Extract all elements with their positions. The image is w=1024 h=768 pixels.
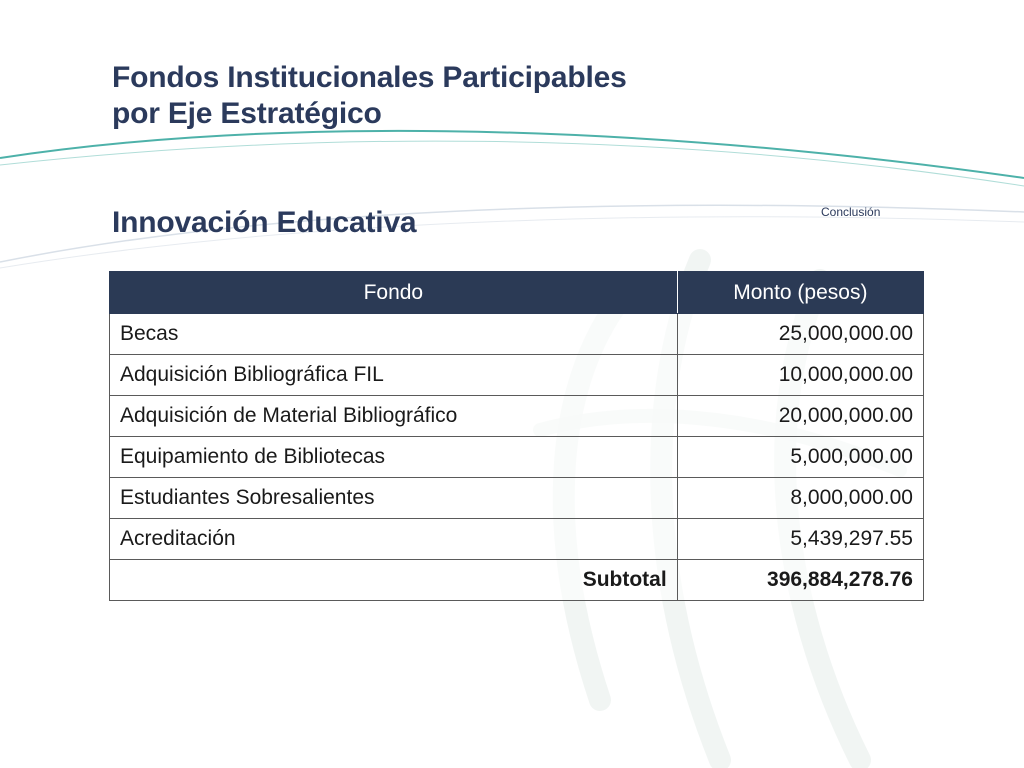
monto-cell: 5,000,000.00	[677, 437, 923, 478]
monto-cell: 20,000,000.00	[677, 396, 923, 437]
table-row	[110, 478, 924, 519]
table-row	[110, 437, 924, 478]
subtotal-label: Subtotal	[110, 560, 678, 601]
fondo-cell: Becas	[110, 314, 678, 355]
section-title: Innovación Educativa	[112, 206, 417, 239]
table-row	[110, 519, 924, 560]
fondo-cell: Adquisición de Material Bibliográfico	[110, 396, 678, 437]
table-row	[110, 396, 924, 437]
funds-table	[109, 271, 924, 601]
monto-cell: 5,439,297.55	[677, 519, 923, 560]
page-title	[112, 60, 627, 132]
monto-cell: 8,000,000.00	[677, 478, 923, 519]
subtotal-value: 396,884,278.76	[677, 560, 923, 601]
table-row	[110, 314, 924, 355]
subtotal-row	[110, 560, 924, 601]
table-row	[110, 355, 924, 396]
fondo-cell: Adquisición Bibliográfica FIL	[110, 355, 678, 396]
monto-cell: 25,000,000.00	[677, 314, 923, 355]
header-monto: Monto (pesos)	[677, 272, 923, 314]
header-fondo: Fondo	[110, 272, 678, 314]
table-header-row	[110, 272, 924, 314]
fondo-cell: Estudiantes Sobresalientes	[110, 478, 678, 519]
fondo-cell: Acreditación	[110, 519, 678, 560]
title-line-1: Fondos Institucionales Participables	[112, 61, 627, 94]
fondo-cell: Equipamiento de Bibliotecas	[110, 437, 678, 478]
title-line-2: por Eje Estratégico	[112, 97, 382, 130]
conclusion-link[interactable]: Conclusión	[821, 205, 881, 219]
monto-cell: 10,000,000.00	[677, 355, 923, 396]
